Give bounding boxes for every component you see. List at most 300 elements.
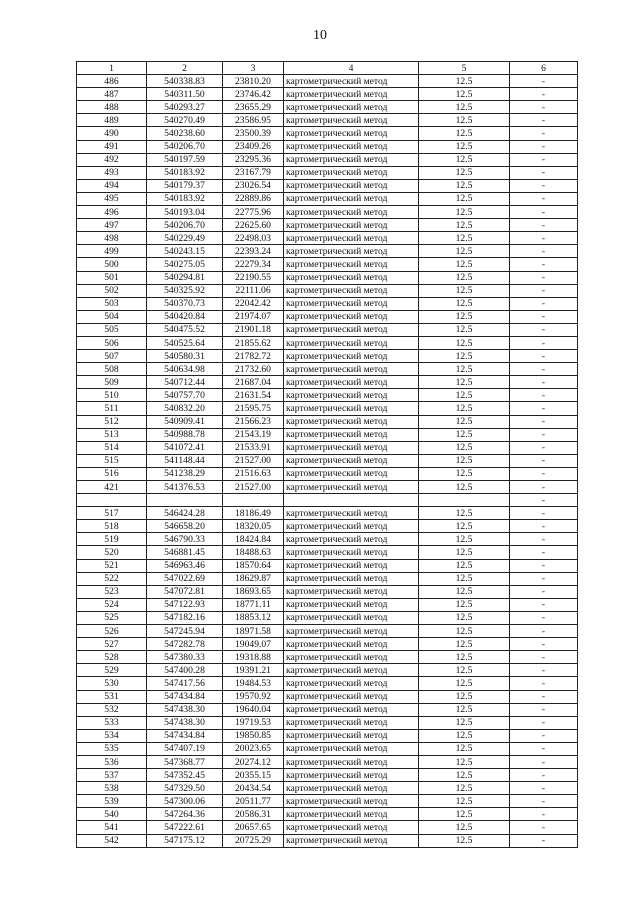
note-cell: - (510, 677, 578, 690)
method-cell: картометрический метод (284, 140, 419, 153)
accuracy-cell: 12.5 (419, 389, 510, 402)
point-number-cell: 510 (77, 389, 147, 402)
point-number-cell: 531 (77, 690, 147, 703)
x-coordinate-cell: 540988.78 (147, 428, 223, 441)
note-cell: - (510, 664, 578, 677)
accuracy-cell: 12.5 (419, 101, 510, 114)
point-number-cell: 511 (77, 402, 147, 415)
method-cell: картометрический метод (284, 690, 419, 703)
x-coordinate-cell: 540420.84 (147, 310, 223, 323)
accuracy-cell: 12.5 (419, 572, 510, 585)
table-row (77, 140, 578, 153)
table-row (77, 769, 578, 782)
table-row (77, 703, 578, 716)
table-row (77, 192, 578, 205)
x-coordinate-cell: 547400.28 (147, 664, 223, 677)
x-coordinate-cell: 540229.49 (147, 232, 223, 245)
point-number-cell (77, 494, 147, 507)
method-cell: картометрический метод (284, 533, 419, 546)
note-cell: - (510, 494, 578, 507)
accuracy-cell: 12.5 (419, 507, 510, 520)
table-row (77, 598, 578, 611)
accuracy-cell: 12.5 (419, 716, 510, 729)
point-number-cell: 503 (77, 297, 147, 310)
table-row (77, 245, 578, 258)
y-coordinate-cell: 18629.87 (223, 572, 284, 585)
point-number-cell: 502 (77, 284, 147, 297)
method-cell: картометрический метод (284, 507, 419, 520)
point-number-cell: 530 (77, 677, 147, 690)
accuracy-cell: 12.5 (419, 611, 510, 624)
y-coordinate-cell: 22625.60 (223, 219, 284, 232)
accuracy-cell: 12.5 (419, 323, 510, 336)
point-number-cell: 539 (77, 795, 147, 808)
y-coordinate-cell: 20274.12 (223, 755, 284, 768)
method-cell: картометрический метод (284, 559, 419, 572)
note-cell: - (510, 598, 578, 611)
accuracy-cell: 12.5 (419, 206, 510, 219)
point-number-cell: 525 (77, 611, 147, 624)
accuracy-cell: 12.5 (419, 441, 510, 454)
method-cell: картометрический метод (284, 376, 419, 389)
point-number-cell: 497 (77, 219, 147, 232)
method-cell: картометрический метод (284, 336, 419, 349)
accuracy-cell: 12.5 (419, 114, 510, 127)
table-row (77, 271, 578, 284)
y-coordinate-cell: 18771.11 (223, 598, 284, 611)
point-number-cell: 490 (77, 127, 147, 140)
accuracy-cell: 12.5 (419, 703, 510, 716)
x-coordinate-cell: 540238.60 (147, 127, 223, 140)
accuracy-cell: 12.5 (419, 742, 510, 755)
note-cell: - (510, 140, 578, 153)
x-coordinate-cell: 546658.20 (147, 520, 223, 533)
accuracy-cell: 12.5 (419, 284, 510, 297)
header-col-1: 1 (77, 62, 147, 75)
x-coordinate-cell: 540179.37 (147, 179, 223, 192)
note-cell: - (510, 389, 578, 402)
note-cell: - (510, 166, 578, 179)
method-cell: картометрический метод (284, 245, 419, 258)
point-number-cell: 494 (77, 179, 147, 192)
y-coordinate-cell: 21595.75 (223, 402, 284, 415)
y-coordinate-cell: 21527.00 (223, 481, 284, 494)
method-cell: картометрический метод (284, 415, 419, 428)
point-number-cell: 488 (77, 101, 147, 114)
accuracy-cell: 12.5 (419, 821, 510, 834)
y-coordinate-cell: 21974.07 (223, 310, 284, 323)
y-coordinate-cell: 23810.20 (223, 75, 284, 88)
point-number-cell: 421 (77, 481, 147, 494)
note-cell: - (510, 179, 578, 192)
y-coordinate-cell: 18853.12 (223, 611, 284, 624)
table-row (77, 153, 578, 166)
y-coordinate-cell: 19850.85 (223, 729, 284, 742)
point-number-cell: 532 (77, 703, 147, 716)
x-coordinate-cell: 540243.15 (147, 245, 223, 258)
y-coordinate-cell: 22111.06 (223, 284, 284, 297)
table-row (77, 415, 578, 428)
x-coordinate-cell: 540183.92 (147, 192, 223, 205)
method-cell: картометрический метод (284, 88, 419, 101)
point-number-cell: 487 (77, 88, 147, 101)
y-coordinate-cell: 20434.54 (223, 782, 284, 795)
x-coordinate-cell: 541238.29 (147, 467, 223, 480)
table-row (77, 441, 578, 454)
note-cell: - (510, 441, 578, 454)
point-number-cell: 516 (77, 467, 147, 480)
x-coordinate-cell: 540197.59 (147, 153, 223, 166)
note-cell: - (510, 467, 578, 480)
point-number-cell: 509 (77, 376, 147, 389)
method-cell: картометрический метод (284, 389, 419, 402)
method-cell: картометрический метод (284, 585, 419, 598)
table-row (77, 808, 578, 821)
method-cell: картометрический метод (284, 114, 419, 127)
x-coordinate-cell: 547352.45 (147, 769, 223, 782)
y-coordinate-cell: 22190.55 (223, 271, 284, 284)
x-coordinate-cell: 541148.44 (147, 454, 223, 467)
method-cell: картометрический метод (284, 782, 419, 795)
table-row (77, 716, 578, 729)
note-cell: - (510, 153, 578, 166)
note-cell: - (510, 690, 578, 703)
point-number-cell: 533 (77, 716, 147, 729)
coordinates-table (76, 61, 578, 848)
y-coordinate-cell: 21516.63 (223, 467, 284, 480)
accuracy-cell: 12.5 (419, 428, 510, 441)
method-cell: картометрический метод (284, 625, 419, 638)
accuracy-cell: 12.5 (419, 192, 510, 205)
method-cell: картометрический метод (284, 258, 419, 271)
method-cell: картометрический метод (284, 363, 419, 376)
note-cell: - (510, 75, 578, 88)
method-cell: картометрический метод (284, 232, 419, 245)
accuracy-cell: 12.5 (419, 533, 510, 546)
point-number-cell: 500 (77, 258, 147, 271)
point-number-cell: 537 (77, 769, 147, 782)
note-cell: - (510, 625, 578, 638)
point-number-cell: 540 (77, 808, 147, 821)
accuracy-cell: 12.5 (419, 350, 510, 363)
x-coordinate-cell: 540294.81 (147, 271, 223, 284)
x-coordinate-cell: 546790.33 (147, 533, 223, 546)
accuracy-cell: 12.5 (419, 690, 510, 703)
y-coordinate-cell: 20657.65 (223, 821, 284, 834)
accuracy-cell: 12.5 (419, 467, 510, 480)
table-row (77, 834, 578, 847)
note-cell: - (510, 572, 578, 585)
x-coordinate-cell: 547329.50 (147, 782, 223, 795)
point-number-cell: 501 (77, 271, 147, 284)
y-coordinate-cell: 18570.64 (223, 559, 284, 572)
accuracy-cell: 12.5 (419, 232, 510, 245)
x-coordinate-cell: 547264.36 (147, 808, 223, 821)
method-cell: картометрический метод (284, 441, 419, 454)
table-row (77, 782, 578, 795)
accuracy-cell: 12.5 (419, 363, 510, 376)
accuracy-cell: 12.5 (419, 808, 510, 821)
note-cell: - (510, 546, 578, 559)
accuracy-cell: 12.5 (419, 179, 510, 192)
x-coordinate-cell: 546424.28 (147, 507, 223, 520)
method-cell: картометрический метод (284, 546, 419, 559)
method-cell: картометрический метод (284, 219, 419, 232)
x-coordinate-cell: 547368.77 (147, 755, 223, 768)
y-coordinate-cell: 18320.05 (223, 520, 284, 533)
y-coordinate-cell (223, 494, 284, 507)
point-number-cell: 496 (77, 206, 147, 219)
accuracy-cell: 12.5 (419, 454, 510, 467)
note-cell: - (510, 323, 578, 336)
x-coordinate-cell: 547300.06 (147, 795, 223, 808)
x-coordinate-cell: 540832.20 (147, 402, 223, 415)
accuracy-cell: 12.5 (419, 336, 510, 349)
table-row (77, 481, 578, 494)
method-cell: картометрический метод (284, 795, 419, 808)
y-coordinate-cell: 21527.00 (223, 454, 284, 467)
table-row (77, 323, 578, 336)
y-coordinate-cell: 18488.63 (223, 546, 284, 559)
point-number-cell: 506 (77, 336, 147, 349)
method-cell: картометрический метод (284, 729, 419, 742)
table-row (77, 454, 578, 467)
note-cell: - (510, 101, 578, 114)
accuracy-cell: 12.5 (419, 625, 510, 638)
note-cell: - (510, 716, 578, 729)
y-coordinate-cell: 19719.53 (223, 716, 284, 729)
table-row (77, 467, 578, 480)
x-coordinate-cell: 540206.70 (147, 219, 223, 232)
x-coordinate-cell: 540311.50 (147, 88, 223, 101)
table-row (77, 114, 578, 127)
accuracy-cell: 12.5 (419, 834, 510, 847)
x-coordinate-cell: 547222.61 (147, 821, 223, 834)
y-coordinate-cell: 21533.91 (223, 441, 284, 454)
method-cell: картометрический метод (284, 166, 419, 179)
x-coordinate-cell: 540370.73 (147, 297, 223, 310)
point-number-cell: 527 (77, 638, 147, 651)
method-cell: картометрический метод (284, 467, 419, 480)
x-coordinate-cell: 540525.64 (147, 336, 223, 349)
note-cell: - (510, 782, 578, 795)
x-coordinate-cell: 540475.52 (147, 323, 223, 336)
y-coordinate-cell: 19391.21 (223, 664, 284, 677)
table-row (77, 546, 578, 559)
note-cell: - (510, 638, 578, 651)
y-coordinate-cell: 20355.15 (223, 769, 284, 782)
y-coordinate-cell: 18186.49 (223, 507, 284, 520)
note-cell: - (510, 206, 578, 219)
table-row (77, 494, 578, 507)
y-coordinate-cell: 19570.92 (223, 690, 284, 703)
accuracy-cell: 12.5 (419, 755, 510, 768)
accuracy-cell: 12.5 (419, 520, 510, 533)
y-coordinate-cell: 21732.60 (223, 363, 284, 376)
table-row (77, 572, 578, 585)
point-number-cell: 498 (77, 232, 147, 245)
y-coordinate-cell: 23026.54 (223, 179, 284, 192)
method-cell: картометрический метод (284, 206, 419, 219)
method-cell (284, 494, 419, 507)
note-cell: - (510, 769, 578, 782)
x-coordinate-cell: 547282.78 (147, 638, 223, 651)
method-cell: картометрический метод (284, 153, 419, 166)
note-cell: - (510, 808, 578, 821)
x-coordinate-cell: 540293.27 (147, 101, 223, 114)
point-number-cell: 495 (77, 192, 147, 205)
x-coordinate-cell: 540325.92 (147, 284, 223, 297)
y-coordinate-cell: 21631.54 (223, 389, 284, 402)
point-number-cell: 507 (77, 350, 147, 363)
table-row (77, 232, 578, 245)
y-coordinate-cell: 18693.65 (223, 585, 284, 598)
point-number-cell: 529 (77, 664, 147, 677)
point-number-cell: 493 (77, 166, 147, 179)
point-number-cell: 486 (77, 75, 147, 88)
note-cell: - (510, 363, 578, 376)
point-number-cell: 492 (77, 153, 147, 166)
note-cell: - (510, 454, 578, 467)
x-coordinate-cell: 547122.93 (147, 598, 223, 611)
y-coordinate-cell: 23295.36 (223, 153, 284, 166)
note-cell: - (510, 795, 578, 808)
method-cell: картометрический метод (284, 716, 419, 729)
method-cell: картометрический метод (284, 808, 419, 821)
method-cell: картометрический метод (284, 192, 419, 205)
accuracy-cell: 12.5 (419, 310, 510, 323)
note-cell: - (510, 336, 578, 349)
accuracy-cell: 12.5 (419, 75, 510, 88)
method-cell: картометрический метод (284, 323, 419, 336)
method-cell: картометрический метод (284, 742, 419, 755)
accuracy-cell: 12.5 (419, 153, 510, 166)
point-number-cell: 521 (77, 559, 147, 572)
table-row (77, 336, 578, 349)
table-row (77, 821, 578, 834)
table-row (77, 258, 578, 271)
method-cell: картометрический метод (284, 481, 419, 494)
method-cell: картометрический метод (284, 703, 419, 716)
y-coordinate-cell: 23500.39 (223, 127, 284, 140)
table-row (77, 179, 578, 192)
note-cell: - (510, 88, 578, 101)
method-cell: картометрический метод (284, 454, 419, 467)
note-cell: - (510, 192, 578, 205)
method-cell: картометрический метод (284, 664, 419, 677)
table-row (77, 297, 578, 310)
note-cell: - (510, 310, 578, 323)
table-row (77, 101, 578, 114)
point-number-cell: 538 (77, 782, 147, 795)
y-coordinate-cell: 23409.26 (223, 140, 284, 153)
table-row (77, 389, 578, 402)
note-cell: - (510, 533, 578, 546)
accuracy-cell: 12.5 (419, 297, 510, 310)
header-col-4: 4 (284, 62, 419, 75)
x-coordinate-cell: 547434.84 (147, 729, 223, 742)
note-cell: - (510, 507, 578, 520)
x-coordinate-cell: 540338.83 (147, 75, 223, 88)
accuracy-cell: 12.5 (419, 729, 510, 742)
method-cell: картометрический метод (284, 611, 419, 624)
accuracy-cell: 12.5 (419, 88, 510, 101)
table-row (77, 75, 578, 88)
note-cell: - (510, 729, 578, 742)
note-cell: - (510, 258, 578, 271)
y-coordinate-cell: 21782.72 (223, 350, 284, 363)
x-coordinate-cell: 540757.70 (147, 389, 223, 402)
point-number-cell: 536 (77, 755, 147, 768)
table-row (77, 376, 578, 389)
accuracy-cell: 12.5 (419, 166, 510, 179)
y-coordinate-cell: 21687.04 (223, 376, 284, 389)
x-coordinate-cell: 547434.84 (147, 690, 223, 703)
x-coordinate-cell: 546963.46 (147, 559, 223, 572)
point-number-cell: 524 (77, 598, 147, 611)
table-row (77, 729, 578, 742)
point-number-cell: 526 (77, 625, 147, 638)
x-coordinate-cell: 547072.81 (147, 585, 223, 598)
x-coordinate-cell: 540712.44 (147, 376, 223, 389)
y-coordinate-cell: 22393.24 (223, 245, 284, 258)
accuracy-cell: 12.5 (419, 481, 510, 494)
method-cell: картометрический метод (284, 677, 419, 690)
point-number-cell: 518 (77, 520, 147, 533)
x-coordinate-cell: 547438.30 (147, 703, 223, 716)
y-coordinate-cell: 22889.86 (223, 192, 284, 205)
table-row (77, 625, 578, 638)
y-coordinate-cell: 19049.07 (223, 638, 284, 651)
method-cell: картометрический метод (284, 651, 419, 664)
y-coordinate-cell: 20023.65 (223, 742, 284, 755)
point-number-cell: 535 (77, 742, 147, 755)
method-cell: картометрический метод (284, 284, 419, 297)
x-coordinate-cell: 547438.30 (147, 716, 223, 729)
table-row (77, 690, 578, 703)
accuracy-cell: 12.5 (419, 651, 510, 664)
method-cell: картометрический метод (284, 402, 419, 415)
note-cell: - (510, 611, 578, 624)
point-number-cell: 523 (77, 585, 147, 598)
accuracy-cell (419, 494, 510, 507)
x-coordinate-cell: 540634.98 (147, 363, 223, 376)
accuracy-cell: 12.5 (419, 677, 510, 690)
table-row (77, 651, 578, 664)
method-cell: картометрический метод (284, 297, 419, 310)
table-row (77, 166, 578, 179)
x-coordinate-cell: 547022.69 (147, 572, 223, 585)
x-coordinate-cell: 541376.53 (147, 481, 223, 494)
table-row (77, 206, 578, 219)
note-cell: - (510, 350, 578, 363)
table-row (77, 559, 578, 572)
note-cell: - (510, 219, 578, 232)
table-row (77, 611, 578, 624)
method-cell: картометрический метод (284, 572, 419, 585)
header-col-3: 3 (223, 62, 284, 75)
header-col-2: 2 (147, 62, 223, 75)
y-coordinate-cell: 23167.79 (223, 166, 284, 179)
note-cell: - (510, 755, 578, 768)
accuracy-cell: 12.5 (419, 376, 510, 389)
note-cell: - (510, 245, 578, 258)
note-cell: - (510, 271, 578, 284)
point-number-cell: 504 (77, 310, 147, 323)
note-cell: - (510, 402, 578, 415)
y-coordinate-cell: 18424.84 (223, 533, 284, 546)
x-coordinate-cell: 540193.04 (147, 206, 223, 219)
